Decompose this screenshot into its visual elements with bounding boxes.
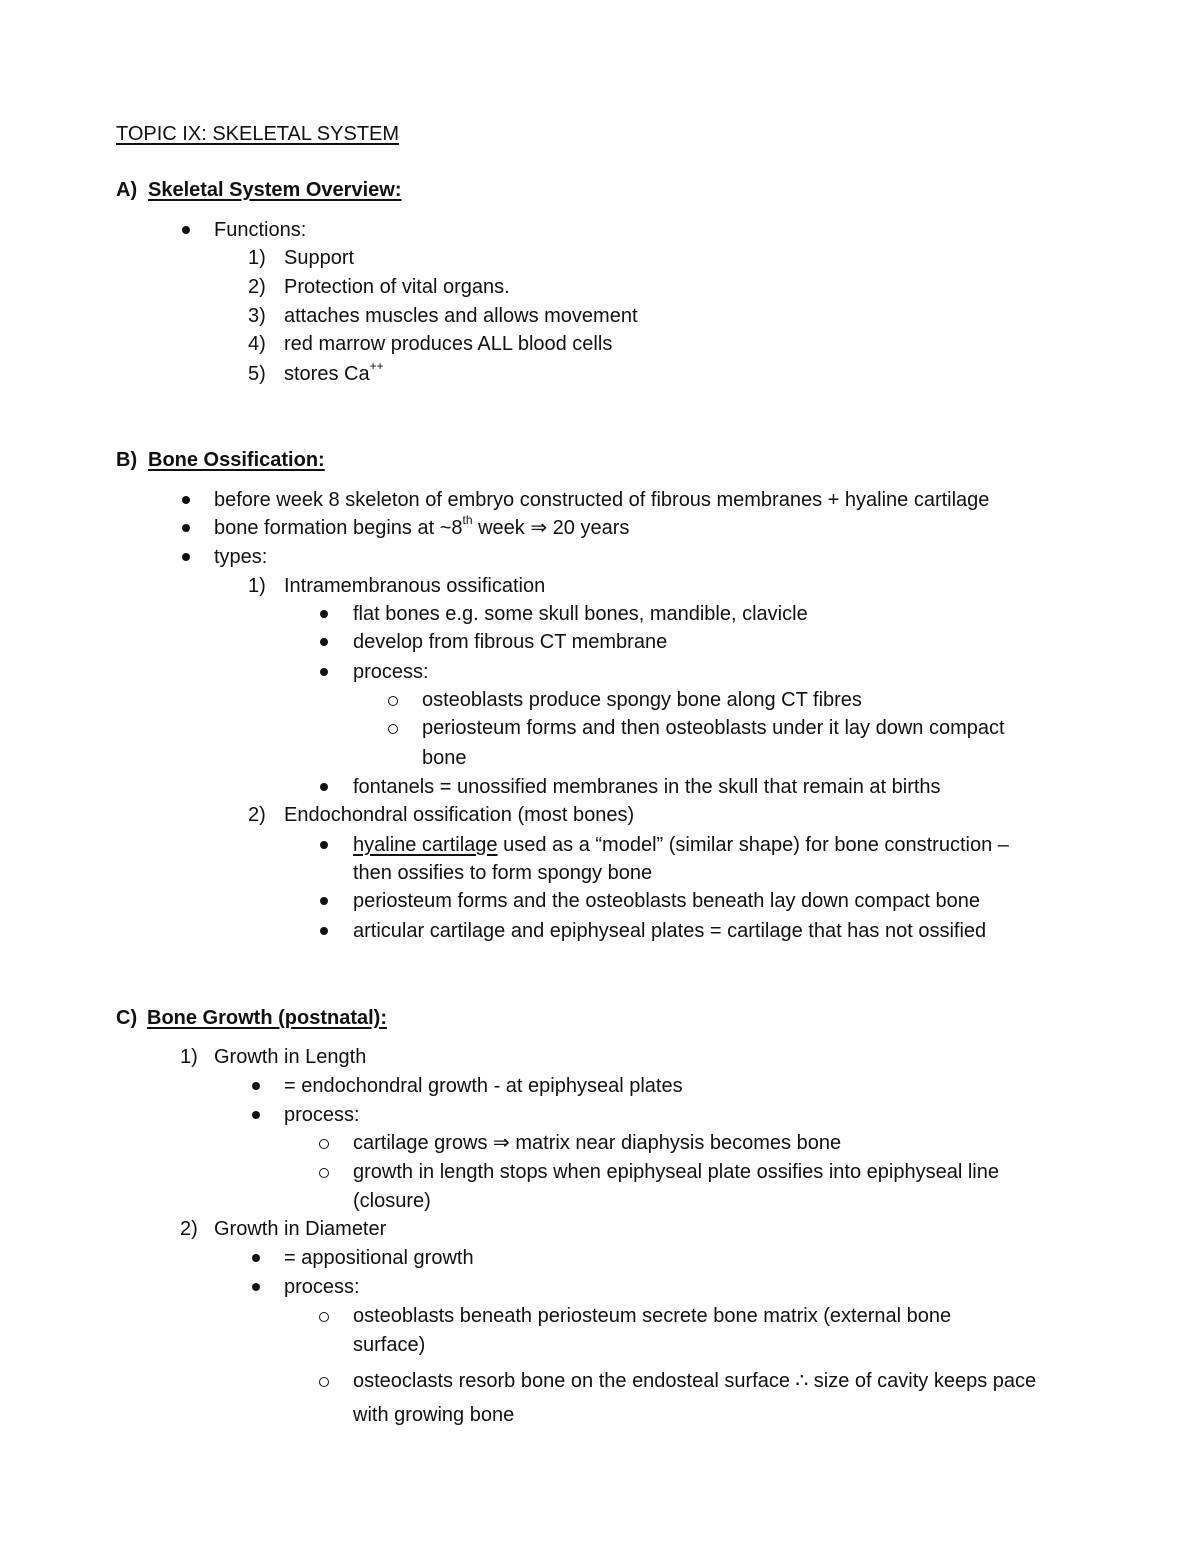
type-number: 2) [248,804,266,826]
type-title: Endochondral ossification (most bones) [284,804,635,826]
type1-bullet: develop from fibrous CT membrane [353,631,668,653]
function-item: red marrow produces ALL blood cells [284,333,613,355]
bullet-text: week ⇒ 20 years [472,517,630,539]
growth-number: 2) [180,1218,198,1240]
circle-bullet-icon [319,1377,329,1387]
process-step-continued: with growing bone [353,1404,515,1426]
type2-bullet: articular cartilage and epiphyseal plates = cartilage that has not ossified [353,920,987,942]
circle-bullet-icon [319,1139,329,1149]
process-step: osteoblasts produce spongy bone along CT fibres [422,689,862,711]
section-a-heading: Skeletal System Overview: [148,179,402,201]
process-step: osteoclasts resorb bone on the endosteal surface ∴ size of cavity keeps pace [353,1370,1037,1392]
fontanels-bullet: fontanels = unossified membranes in the skull that remain at births [353,776,941,798]
bullet-icon [252,1283,260,1291]
superscript: ++ [369,359,384,374]
function-number: 4) [248,333,266,355]
type2-bullet [353,833,1009,857]
function-number: 3) [248,305,266,327]
growth-bullet: process: [284,1276,360,1298]
bullet-icon [182,553,190,561]
bullet-icon [252,1254,260,1262]
section-b-letter: B) [116,449,138,471]
growth-number: 1) [180,1046,198,1068]
type1-bullet: flat bones e.g. some skull bones, mandible, clavicle [353,603,808,625]
bullet-icon [320,927,328,935]
bullet-icon [252,1111,260,1119]
process-step-continued: surface) [353,1334,426,1356]
function-item [284,359,384,386]
function-text: stores Ca [284,363,370,385]
bullet-icon [252,1082,260,1090]
section-a-letter: A) [116,179,138,201]
function-number: 1) [248,247,266,269]
ossification-bullet [214,513,630,540]
process-step: osteoblasts beneath periosteum secrete bone matrix (external bone [353,1305,952,1327]
bullet-icon [320,638,328,646]
process-step-continued: (closure) [353,1190,431,1212]
functions-label: Functions: [214,219,307,241]
section-b-heading: Bone Ossification: [148,449,325,471]
function-item: Support [284,247,355,269]
ossification-bullet: before week 8 skeleton of embryo constructed of fibrous membranes + hyaline cartilage [214,489,990,511]
bullet-text: used as a “model” (similar shape) for bone construction – [497,834,1009,856]
bullet-icon [182,524,190,532]
process-step: periosteum forms and then osteoblasts under it lay down compact [422,717,1005,739]
process-step-continued: bone [422,747,467,769]
bullet-icon [320,897,328,905]
circle-bullet-icon [319,1168,329,1178]
bullet-icon [320,668,328,676]
process-step: cartilage grows ⇒ matrix near diaphysis becomes bone [353,1132,842,1154]
circle-bullet-icon [388,724,398,734]
type1-bullet: process: [353,661,429,683]
bullet-icon [320,783,328,791]
bullet-icon [320,841,328,849]
bullet-icon [182,496,190,504]
type-title: Intramembranous ossification [284,575,546,597]
circle-bullet-icon [319,1312,329,1322]
superscript: th [462,513,473,528]
ossification-bullet: types: [214,546,268,568]
type-number: 1) [248,575,266,597]
bullet-text: bone formation begins at ~8 [214,517,463,539]
bullet-icon [320,610,328,618]
growth-bullet: = appositional growth [284,1247,474,1269]
function-number: 2) [248,276,266,298]
circle-bullet-icon [388,696,398,706]
section-c-heading: Bone Growth (postnatal): [147,1007,387,1029]
underlined-term: hyaline cartilage [353,834,498,856]
function-item: Protection of vital organs. [284,276,510,298]
growth-title: Growth in Length [214,1046,367,1068]
bullet-icon [182,226,190,234]
growth-bullet: = endochondral growth - at epiphyseal plates [284,1075,683,1097]
page-title: TOPIC IX: SKELETAL SYSTEM [116,123,400,145]
function-item: attaches muscles and allows movement [284,305,638,327]
function-number: 5) [248,363,266,385]
growth-bullet: process: [284,1104,360,1126]
section-c-letter: C) [116,1007,138,1029]
growth-title: Growth in Diameter [214,1218,387,1240]
type2-bullet: periosteum forms and the osteoblasts beneath lay down compact bone [353,890,981,912]
process-step: growth in length stops when epiphyseal plate ossifies into epiphyseal line [353,1161,999,1183]
type2-bullet-continued: then ossifies to form spongy bone [353,862,653,884]
